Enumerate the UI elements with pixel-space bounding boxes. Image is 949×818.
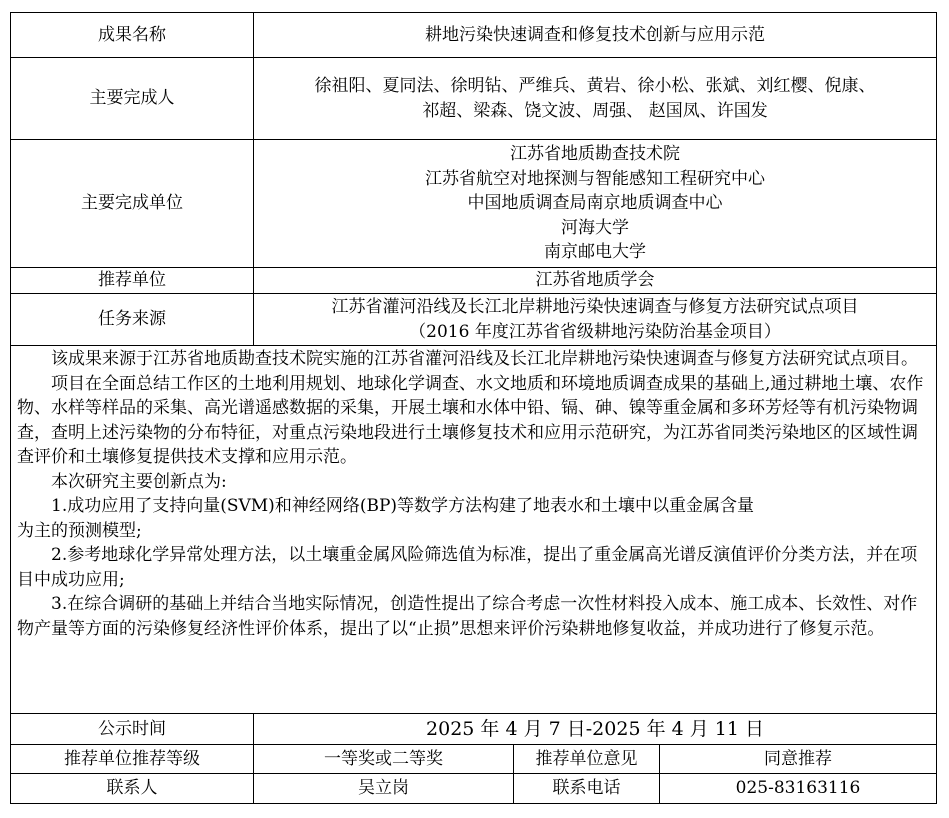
opinion-label: 推荐单位意见 xyxy=(514,745,660,774)
contact-label: 联系人 xyxy=(11,774,254,804)
recommender-label: 推荐单位 xyxy=(11,268,254,294)
description-paragraph: 为主的预测模型; xyxy=(17,520,142,541)
unit-item: 中国地质调查局南京地质调查中心 xyxy=(467,193,723,214)
contact-value: 吴立岗 xyxy=(254,774,514,804)
description-paragraph: 3.在综合调研的基础上并结合当地实际情况，创造性提出了综合考虑一次性材料投入成本、施工成本、长效性、对作物产量等方面的污染修复经济性评价体系，提出了以“止损”思想来评价污染耕地修复收益，并成功进行了修复示范。 xyxy=(17,594,918,639)
task-source-line-1: 江苏省灌河沿线及长江北岸耕地污染快速调查与修复方法研究试点项目 xyxy=(331,297,859,317)
unit-item: 江苏省航空对地探测与智能感知工程研究中心 xyxy=(425,168,766,189)
phone-label: 联系电话 xyxy=(514,774,660,804)
task-source-value xyxy=(254,294,937,346)
unit-item: 南京邮电大学 xyxy=(544,242,647,263)
description-cell xyxy=(11,346,937,714)
phone-value: 025-83163116 xyxy=(660,774,937,804)
description-paragraph: 项目在全面总结工作区的土地利用规划、地球化学调查、水文地质和环境地质调查成果的基础上,通过耕地土壤、农作物、水样等样品的采集、高光谱遥感数据的采集，开展土壤和水体中铅、镉、砷、镍等重金属和多环芳烃等有机污染物调查，查明上述污染物的分布特征，对重点污染地段进行土壤修复技术和应用示范研究，为江苏省同类污染地区的区域性调查评价和土壤修复提供技术支撑和应用示范。 xyxy=(17,373,924,467)
main-persons-label: 主要完成人 xyxy=(11,58,254,140)
task-source-line-2: （2016 年度江苏省省级耕地污染防治基金项目） xyxy=(409,321,781,342)
task-source-label: 任务来源 xyxy=(11,294,254,346)
row-main-persons xyxy=(11,58,937,140)
row-main-units xyxy=(11,140,937,268)
main-persons-line-1: 徐祖阳、夏同法、徐明钻、严维兵、黄岩、徐小松、张斌、刘红樱、倪康、 xyxy=(314,76,876,96)
row-publicity xyxy=(11,714,937,745)
achievement-table xyxy=(10,12,937,804)
project-name-value: 耕地污染快速调查和修复技术创新与应用示范 xyxy=(254,13,937,58)
description-paragraph: 1.成功应用了支持向量(SVM)和神经网络(BP)等数学方法构建了地表水和土壤中以重金属含量 xyxy=(51,496,755,516)
main-units-value xyxy=(254,140,937,268)
recommender-value: 江苏省地质学会 xyxy=(254,268,937,294)
grade-label: 推荐单位推荐等级 xyxy=(11,745,254,774)
description-paragraph: 2.参考地球化学异常处理方法，以土壤重金属风险筛选值为标准，提出了重金属高光谱反演值评价分类方法，并在项目中成功应用; xyxy=(17,545,918,590)
project-name-label: 成果名称 xyxy=(11,13,254,58)
main-persons-value xyxy=(254,58,937,140)
row-contact xyxy=(11,774,937,804)
grade-value: 一等奖或二等奖 xyxy=(254,745,514,774)
publicity-value: 2025 年 4 月 7 日-2025 年 4 月 11 日 xyxy=(254,714,937,745)
row-recommender xyxy=(11,268,937,294)
unit-item: 河海大学 xyxy=(561,217,630,238)
row-grade xyxy=(11,745,937,774)
row-project-name xyxy=(11,13,937,58)
description-paragraph: 该成果来源于江苏省地质勘查技术院实施的江苏省灌河沿线及长江北岸耕地污染快速调查与修复方法研究试点项目。 xyxy=(51,349,918,369)
publicity-label: 公示时间 xyxy=(11,714,254,745)
row-task-source xyxy=(11,294,937,346)
main-units-label: 主要完成单位 xyxy=(11,140,254,268)
unit-item: 江苏省地质勘查技术院 xyxy=(510,144,681,165)
row-description xyxy=(11,346,937,714)
description-paragraph: 本次研究主要创新点为: xyxy=(51,471,227,492)
main-persons-line-2: 祁超、梁森、饶文波、周强、 赵国凤、许国发 xyxy=(422,100,768,121)
opinion-value: 同意推荐 xyxy=(660,745,937,774)
